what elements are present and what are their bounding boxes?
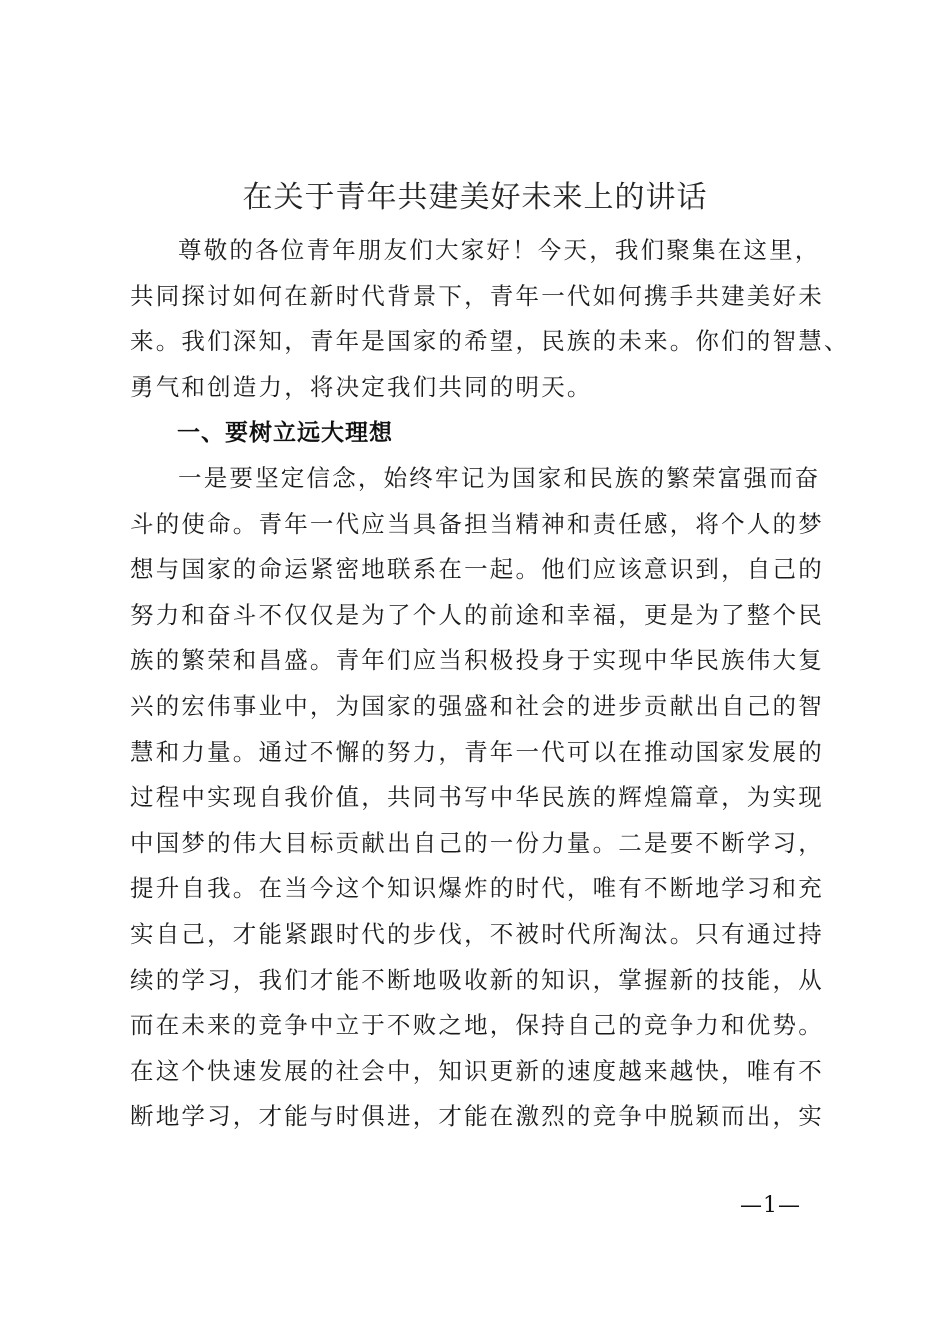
paragraph-line: 兴的宏伟事业中，为国家的强盛和社会的进步贡献出自己的智: [130, 691, 824, 720]
paragraph-line: 来。我们深知，青年是国家的希望，民族的未来。你们的智慧、: [130, 327, 850, 356]
paragraph-line: 尊敬的各位青年朋友们大家好！今天，我们聚集在这里，: [178, 236, 821, 264]
paragraph-line: 努力和奋斗不仅仅是为了个人的前途和幸福，更是为了整个民: [130, 600, 824, 629]
paragraph-line: 一是要坚定信念，始终牢记为国家和民族的繁荣富强而奋: [178, 464, 821, 492]
page-number: —1—: [740, 1193, 801, 1218]
document-title: 在关于青年共建美好未来上的讲话: [242, 180, 708, 215]
paragraph-line: 断地学习，才能与时俱进，才能在激烈的竞争中脱颖而出，实: [130, 1102, 824, 1131]
paragraph-line: 想与国家的命运紧密地联系在一起。他们应该意识到，自己的: [130, 555, 824, 584]
paragraph-line: 实自己，才能紧跟时代的步伐，不被时代所淘汰。只有通过持: [130, 919, 824, 948]
paragraph-line: 过程中实现自我价值，共同书写中华民族的辉煌篇章，为实现: [130, 783, 824, 812]
paragraph-line: 共同探讨如何在新时代背景下，青年一代如何携手共建美好未: [130, 281, 824, 310]
paragraph-line: 而在未来的竞争中立于不败之地，保持自己的竞争力和优势。: [130, 1011, 824, 1040]
paragraph-line: 斗的使命。青年一代应当具备担当精神和责任感，将个人的梦: [130, 509, 824, 538]
paragraph-line: 提升自我。在当今这个知识爆炸的时代，唯有不断地学习和充: [130, 874, 824, 903]
section-heading: 一、要树立远大理想: [177, 420, 393, 446]
section-paragraph: [130, 456, 830, 1140]
paragraph-line: 勇气和创造力，将决定我们共同的明天。: [130, 372, 593, 401]
intro-paragraph: [130, 228, 850, 410]
paragraph-line: 中国梦的伟大目标贡献出自己的一份力量。二是要不断学习，: [130, 828, 824, 857]
paragraph-line: 族的繁荣和昌盛。青年们应当积极投身于实现中华民族伟大复: [130, 646, 824, 675]
paragraph-line: 续的学习，我们才能不断地吸收新的知识，掌握新的技能，从: [130, 965, 824, 994]
paragraph-line: 在这个快速发展的社会中，知识更新的速度越来越快，唯有不: [130, 1056, 824, 1085]
paragraph-line: 慧和力量。通过不懈的努力，青年一代可以在推动国家发展的: [130, 737, 824, 766]
